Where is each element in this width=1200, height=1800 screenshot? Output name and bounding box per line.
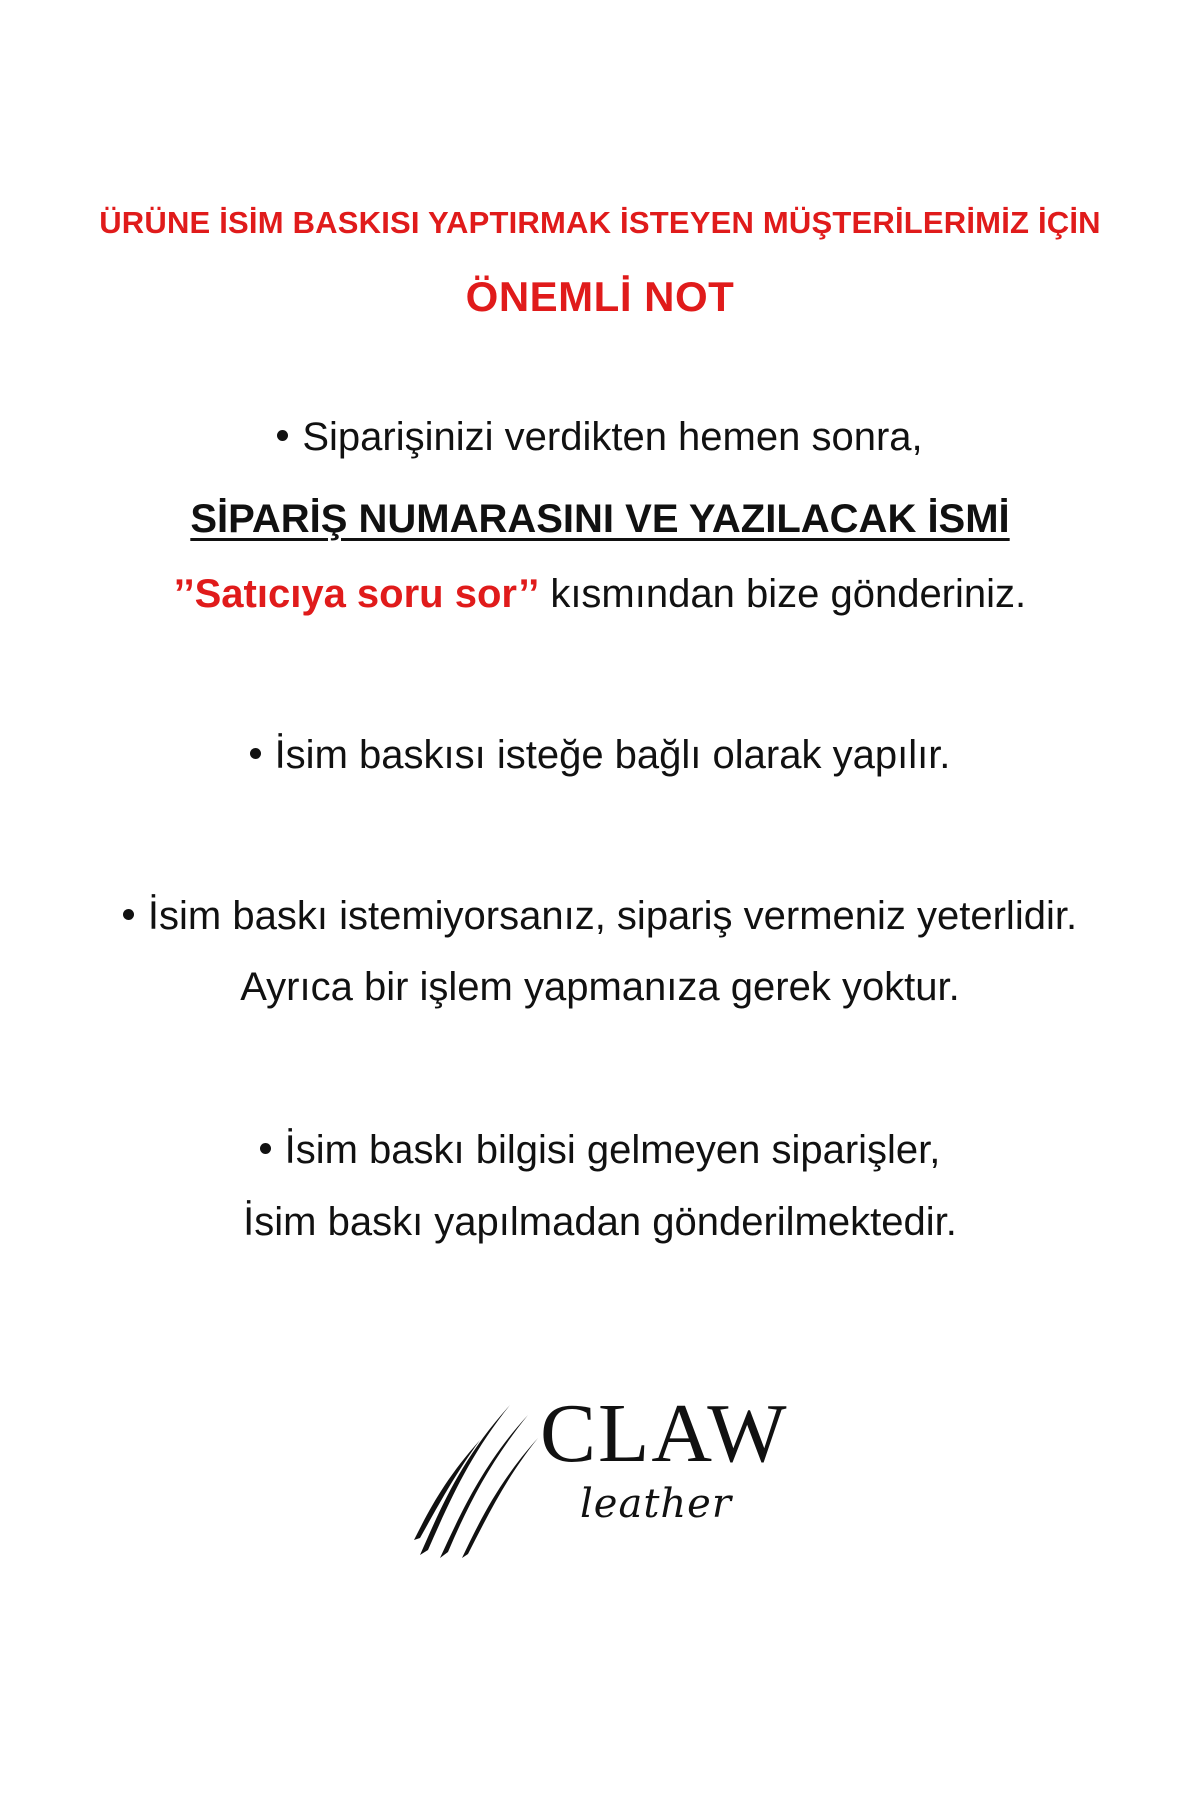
bullet-icon — [260, 1143, 271, 1154]
note-3-line-2: Ayrıca bir işlem yapmanıza gerek yoktur. — [240, 965, 960, 1009]
note-2-text: İsim baskısı isteğe bağlı olarak yapılır. — [274, 733, 951, 777]
logo-tagline: leather — [580, 1481, 732, 1527]
note-2 — [0, 733, 1200, 778]
note-1-line-3-rest: kısmından bize gönderiniz. — [539, 572, 1027, 616]
note-4-line-1 — [0, 1128, 1200, 1173]
header-subtitle: ÜRÜNE İSİM BASKISI YAPTIRMAK İSTEYEN MÜŞTERİLERİMİZ İÇİN — [99, 205, 1101, 240]
note-1-line-1 — [0, 415, 1200, 460]
bullet-icon — [277, 430, 288, 441]
note-1-text: Siparişinizi verdikten hemen sonra, — [302, 415, 923, 459]
note-3-text: İsim baskı istemiyorsanız, sipariş vermeniz yeterlidir. — [147, 894, 1078, 938]
note-1-line-3 — [0, 572, 1200, 617]
claw-marks-icon — [410, 1400, 540, 1560]
note-4-text: İsim baskı bilgisi gelmeyen siparişler, — [284, 1128, 941, 1172]
ask-seller-quote: ’’Satıcıya soru sor’’ — [173, 572, 540, 616]
note-3-line-1 — [0, 894, 1200, 939]
logo-brand: CLAW — [540, 1387, 789, 1480]
note-4-line-2: İsim baskı yapılmadan gönderilmektedir. — [243, 1200, 957, 1244]
claw-leather-logo — [410, 1387, 790, 1560]
header-title: ÖNEMLİ NOT — [465, 273, 735, 320]
bullet-icon — [250, 748, 261, 759]
note-1-line-2 — [0, 497, 1200, 542]
order-number-instruction: SİPARİŞ NUMARASINI VE YAZILACAK İSMİ — [190, 497, 1010, 541]
bullet-icon — [123, 909, 134, 920]
